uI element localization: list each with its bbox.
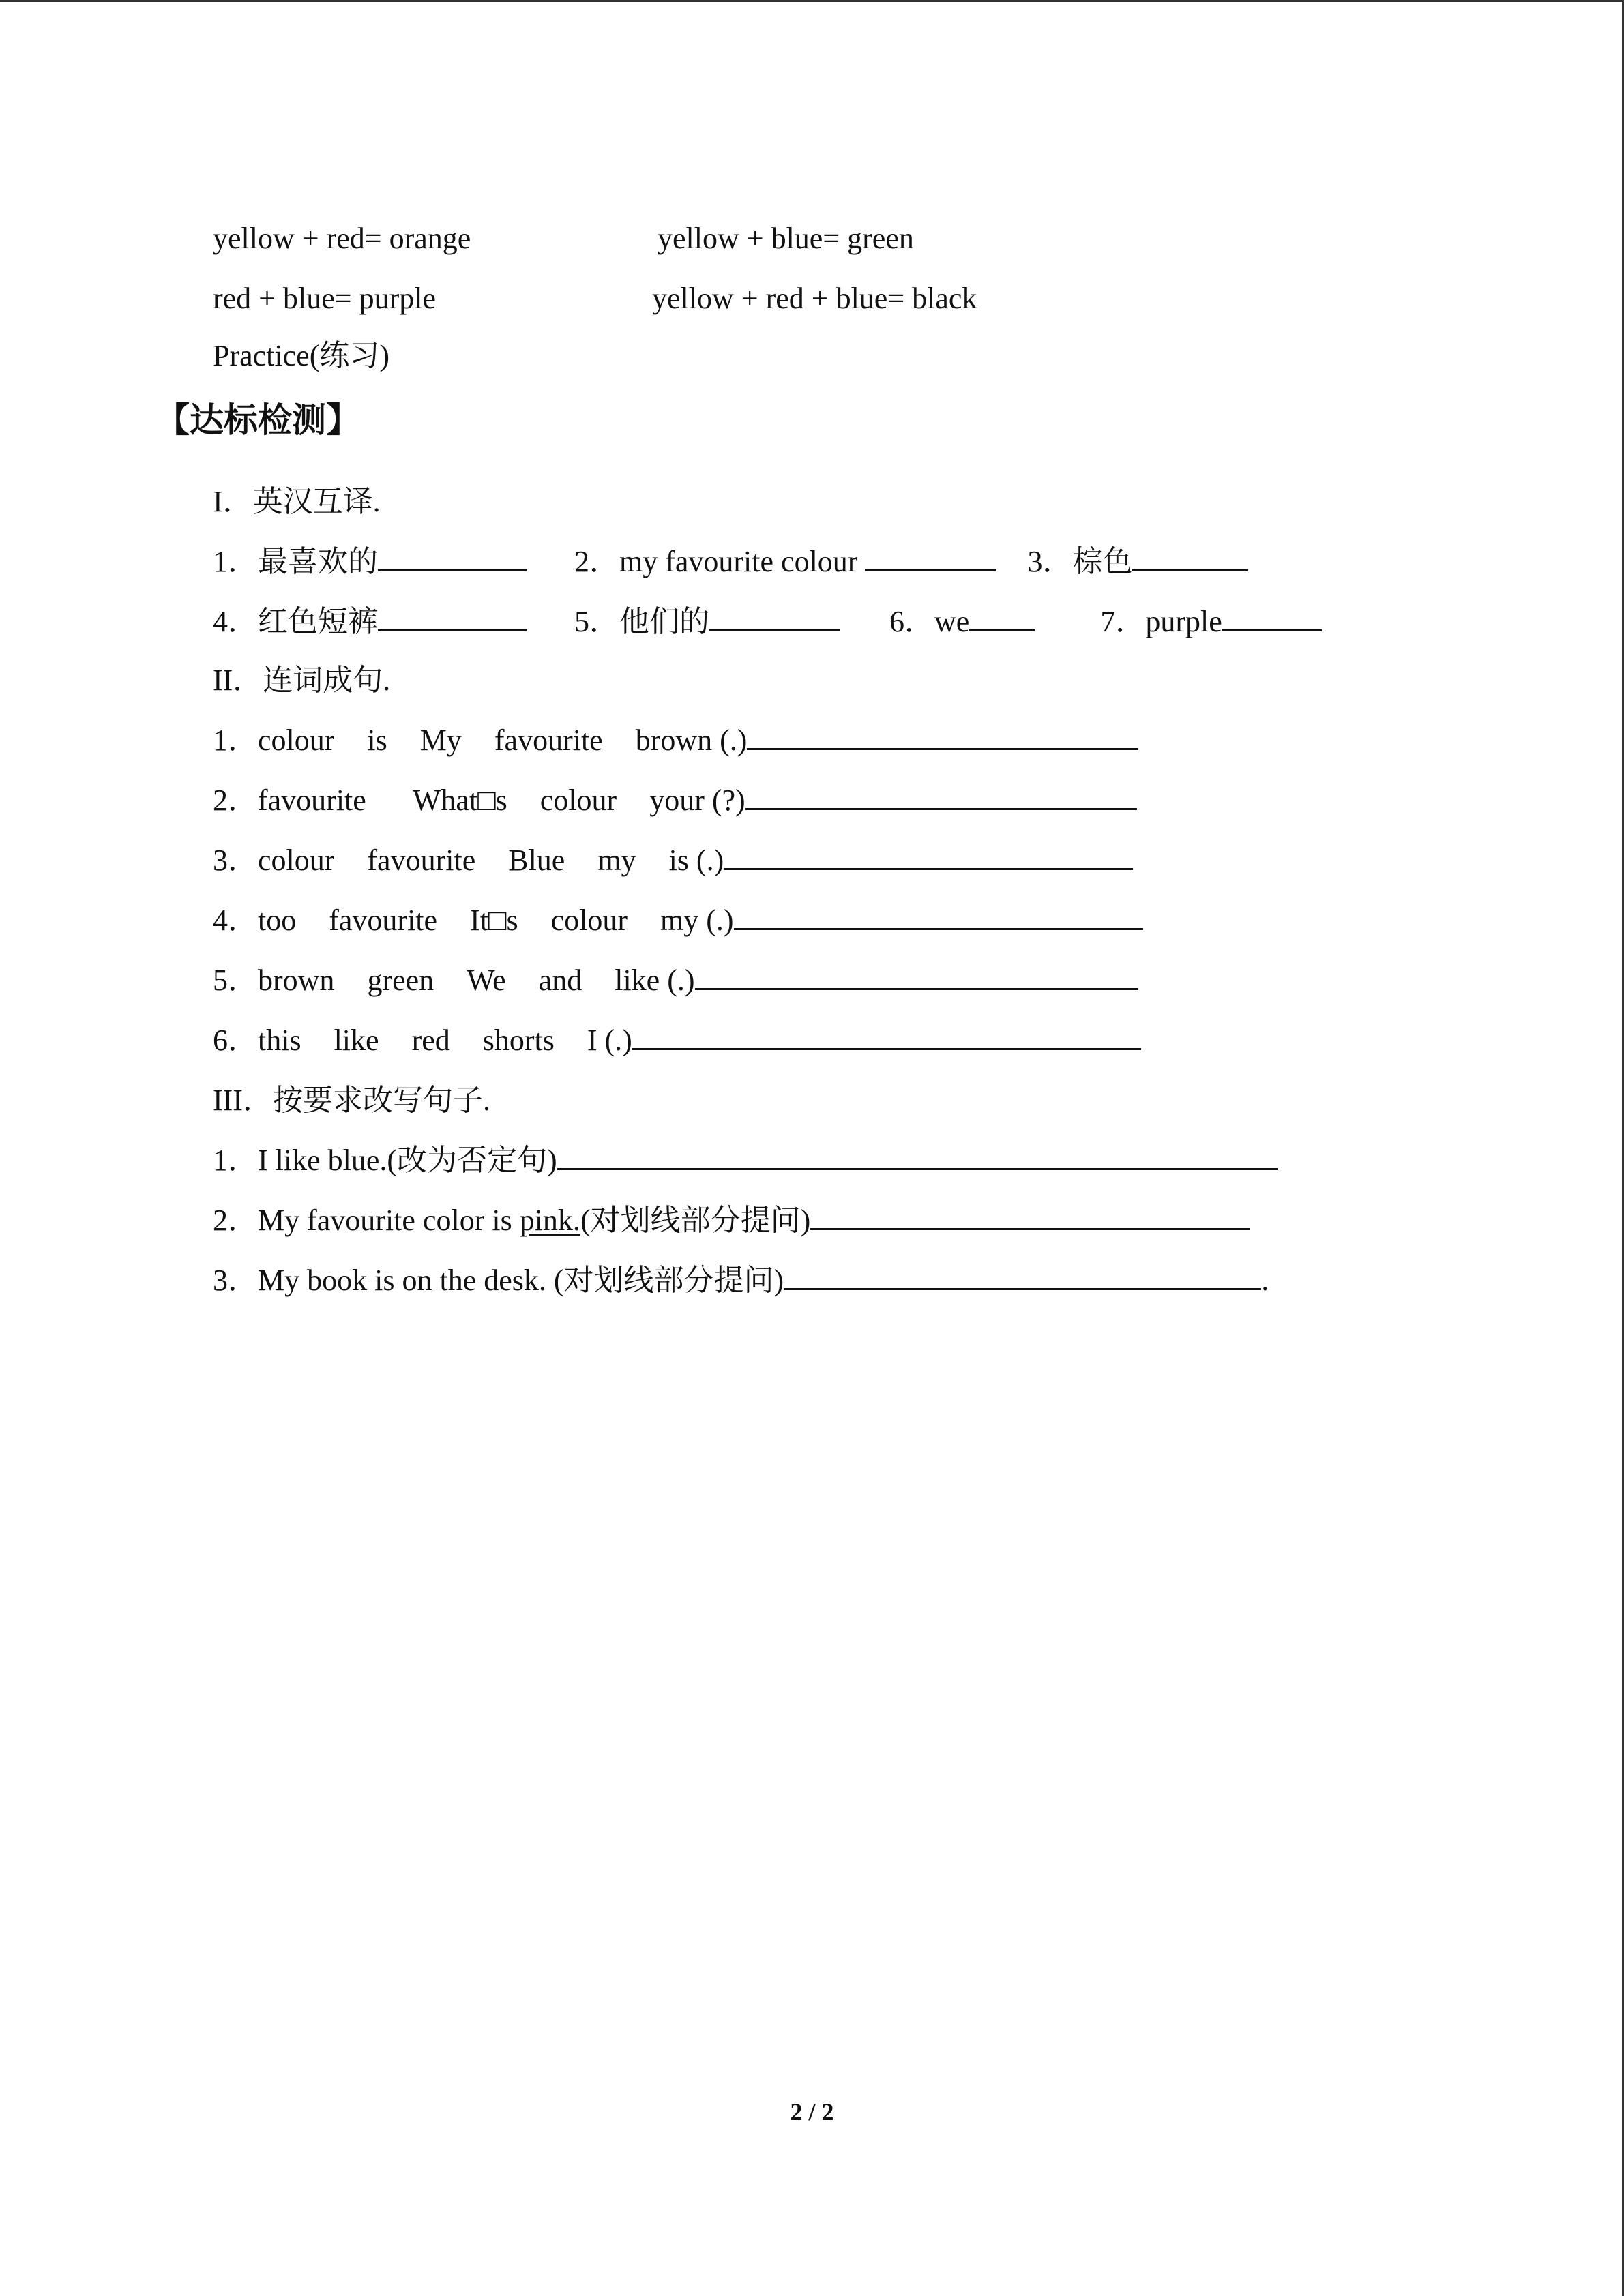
part1-row1	[213, 543, 1248, 581]
item-text: (对划线部分提问)	[580, 1204, 811, 1237]
word: favourite	[329, 904, 438, 937]
part2-row6	[213, 1022, 1141, 1060]
item-text: My favourite color is	[258, 1204, 520, 1237]
item-number: 2．	[213, 1204, 258, 1237]
item-text: 红色短裤	[258, 605, 378, 638]
page-number: 2 / 2	[790, 2098, 834, 2126]
answer-blank[interactable]	[1132, 543, 1248, 571]
item-number: 6．	[889, 605, 934, 638]
word: colour	[540, 784, 617, 817]
answer-blank[interactable]	[695, 962, 1138, 990]
word: favourite	[258, 784, 366, 817]
word: your (?)	[649, 784, 745, 817]
part2-row4	[213, 901, 1143, 940]
word: green	[367, 964, 434, 997]
item-text: 他们的	[619, 605, 709, 638]
word: favourite	[367, 844, 476, 877]
answer-blank[interactable]	[865, 543, 996, 571]
word: colour	[550, 904, 628, 937]
item-number: 2．	[574, 545, 619, 578]
item-number: 1．	[213, 1144, 258, 1177]
word: brown	[258, 964, 335, 997]
word: I (.)	[587, 1024, 632, 1057]
answer-blank[interactable]	[378, 603, 527, 631]
item-text: purple	[1145, 605, 1222, 638]
practice-label: Practice(练习)	[213, 339, 389, 372]
item-text: my favourite colour	[619, 545, 866, 578]
mixing-row2-left: red + blue= purple	[213, 282, 436, 315]
page-border-top	[0, 0, 1624, 2]
part2-row1	[213, 721, 1138, 760]
answer-blank[interactable]	[784, 1262, 1261, 1290]
answer-blank[interactable]	[378, 543, 527, 571]
answer-blank[interactable]	[632, 1022, 1141, 1050]
item-text: 最喜欢的	[258, 545, 378, 578]
item-number: 6．	[213, 1024, 258, 1057]
item-number: 4．	[213, 605, 258, 638]
answer-blank[interactable]	[745, 782, 1137, 810]
part1-row2	[213, 603, 1322, 641]
word: We	[467, 964, 506, 997]
item-number: 1．	[213, 724, 258, 757]
word: colour	[258, 844, 335, 877]
word: favourite	[494, 724, 603, 757]
answer-blank[interactable]	[557, 1142, 1278, 1170]
answer-blank[interactable]	[969, 603, 1035, 631]
part2-row3	[213, 841, 1133, 880]
mixing-row1-right: yellow + blue= green	[658, 222, 914, 255]
item-number: 2．	[213, 784, 258, 817]
part2-row5	[213, 961, 1138, 1000]
item-number: 4．	[213, 904, 258, 937]
word: too	[258, 904, 297, 937]
word: like	[334, 1024, 379, 1057]
word: colour	[258, 724, 335, 757]
underlined-word: pink.	[519, 1204, 580, 1237]
word: and	[538, 964, 582, 997]
answer-blank[interactable]	[1222, 603, 1322, 631]
answer-blank[interactable]	[724, 842, 1133, 870]
item-number: 3．	[213, 1264, 258, 1297]
word: brown (.)	[635, 724, 748, 757]
answer-blank[interactable]	[810, 1202, 1250, 1230]
item-text: I like blue.(改为否定句)	[258, 1144, 557, 1177]
answer-blank[interactable]	[747, 722, 1138, 750]
answer-blank[interactable]	[734, 902, 1143, 930]
word: red	[411, 1024, 450, 1057]
answer-blank[interactable]	[709, 603, 840, 631]
part3-row3	[213, 1262, 1269, 1300]
part2-title: II．连词成句.	[213, 664, 391, 697]
part3-row2	[213, 1202, 1250, 1240]
item-number: 5．	[213, 964, 258, 997]
item-text: 棕色	[1072, 545, 1133, 578]
word: my	[597, 844, 636, 877]
word: shorts	[482, 1024, 555, 1057]
mixing-row2-right: yellow + red + blue= black	[652, 282, 977, 315]
part3-row1	[213, 1142, 1278, 1180]
word: It□s	[470, 904, 518, 937]
item-text: we	[934, 605, 970, 638]
part2-row2	[213, 781, 1137, 820]
word: like (.)	[615, 964, 695, 997]
item-text: .	[1261, 1264, 1269, 1297]
item-number: 3．	[1027, 545, 1073, 578]
part1-title: I．英汉互译.	[213, 485, 381, 518]
word: What□s	[412, 784, 507, 817]
item-number: 5．	[574, 605, 619, 638]
word: my (.)	[660, 904, 734, 937]
section-title: 【达标检测】	[156, 400, 360, 440]
word: is (.)	[668, 844, 724, 877]
part3-title: III．按要求改写句子.	[213, 1084, 490, 1117]
word: My	[419, 724, 462, 757]
word: this	[258, 1024, 301, 1057]
word: Blue	[508, 844, 565, 877]
item-number: 3．	[213, 844, 258, 877]
item-number: 1．	[213, 545, 258, 578]
item-number: 7．	[1100, 605, 1146, 638]
item-text: My book is on the desk. (对划线部分提问)	[258, 1264, 784, 1297]
mixing-row1-left: yellow + red= orange	[213, 222, 471, 255]
word: is	[367, 724, 387, 757]
